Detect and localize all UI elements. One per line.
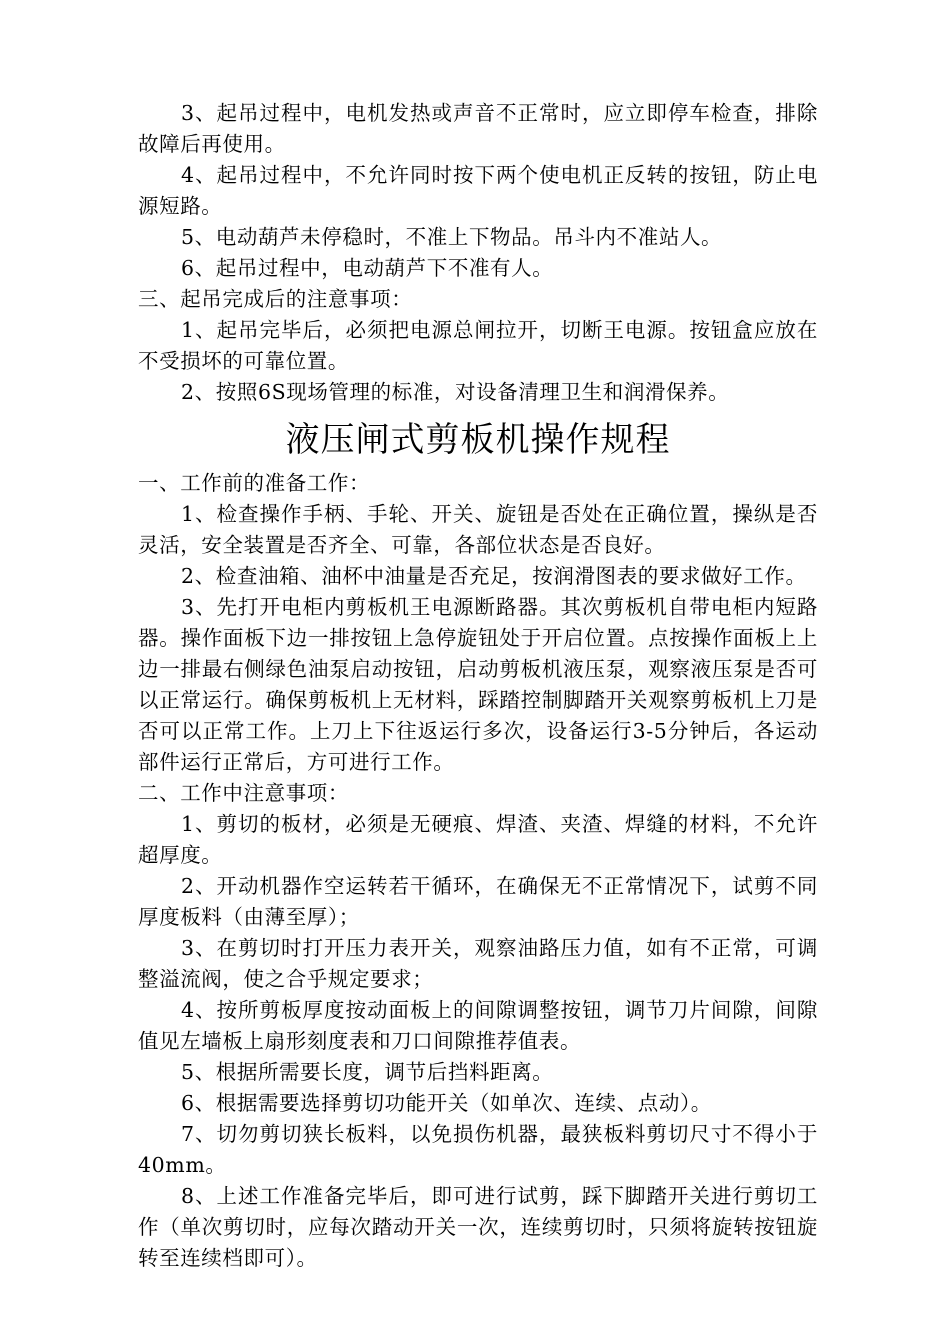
paragraph: 4、按所剪板厚度按动面板上的间隙调整按钮，调节刀片间隙，间隙值见左墙板上扇形刻度表和刀口间隙推荐值表。 — [138, 998, 818, 1053]
section-heading: 一、工作前的准备工作： — [138, 471, 371, 495]
section-heading: 三、起吊完成后的注意事项： — [138, 287, 413, 311]
paragraph: 3、在剪切时打开压力表开关，观察油路压力值，如有不正常，可调整溢流阀，使之合乎规定要求； — [138, 936, 818, 991]
paragraph: 4、起吊过程中，不允许同时按下两个使电机正反转的按钮，防止电源短路。 — [138, 163, 818, 218]
paragraph: 6、起吊过程中，电动葫芦下不准有人。 — [181, 256, 554, 280]
paragraph: 5、根据所需要长度，调节后挡料距离。 — [181, 1060, 554, 1084]
paragraph: 8、上述工作准备完毕后，即可进行试剪，踩下脚踏开关进行剪切工作（单次剪切时，应每次踏动开关一次，连续剪切时，只须将旋转按钮旋转至连续档即可）。 — [138, 1184, 818, 1270]
paragraph: 7、切勿剪切狭长板料，以免损伤机器，最狭板料剪切尺寸不得小于40mm。 — [138, 1122, 818, 1177]
paragraph: 2、开动机器作空运转若干循环，在确保无不正常情况下，试剪不同厚度板料（由薄至厚）； — [138, 874, 818, 929]
paragraph: 3、先打开电柜内剪板机王电源断路器。其次剪板机自带电柜内短路器。操作面板下边一排按钮上急停旋钮处于开启位置。点按操作面板上上边一排最右侧绿色油泵启动按钮，启动剪板机液压泵，观察液压泵是否可以正常运行。确保剪板机上无材料，踩踏控制脚踏开关观察剪板机上刀是否可以正常工作。上刀上下往返运行多次，设备运行3-5分钟后，各运动部件运行正常后，方可进行工作。 — [138, 595, 818, 774]
paragraph: 1、剪切的板材，必须是无硬痕、焊渣、夹渣、焊缝的材料，不允许超厚度。 — [138, 812, 818, 867]
paragraph: 6、根据需要选择剪切功能开关（如单次、连续、点动）。 — [181, 1091, 712, 1115]
section-heading: 二、工作中注意事项： — [138, 781, 349, 805]
paragraph: 3、起吊过程中，电机发热或声音不正常时，应立即停车检查，排除故障后再使用。 — [138, 101, 818, 156]
paragraph: 5、电动葫芦未停稳时，不准上下物品。吊斗内不准站人。 — [181, 225, 723, 249]
paragraph: 2、检查油箱、油杯中油量是否充足，按润滑图表的要求做好工作。 — [181, 564, 807, 588]
paragraph: 1、起吊完毕后，必须把电源总闸拉开，切断王电源。按钮盒应放在不受损坏的可靠位置。 — [138, 318, 818, 373]
paragraph: 1、检查操作手柄、手轮、开关、旋钮是否处在正确位置，操纵是否灵活，安全装置是否齐全、可靠，各部位状态是否良好。 — [138, 502, 818, 557]
document-page — [138, 98, 818, 1274]
paragraph: 2、按照6S现场管理的标准，对设备清理卫生和润滑保养。 — [181, 380, 730, 404]
document-title: 液压闸式剪板机操作规程 — [285, 420, 671, 460]
